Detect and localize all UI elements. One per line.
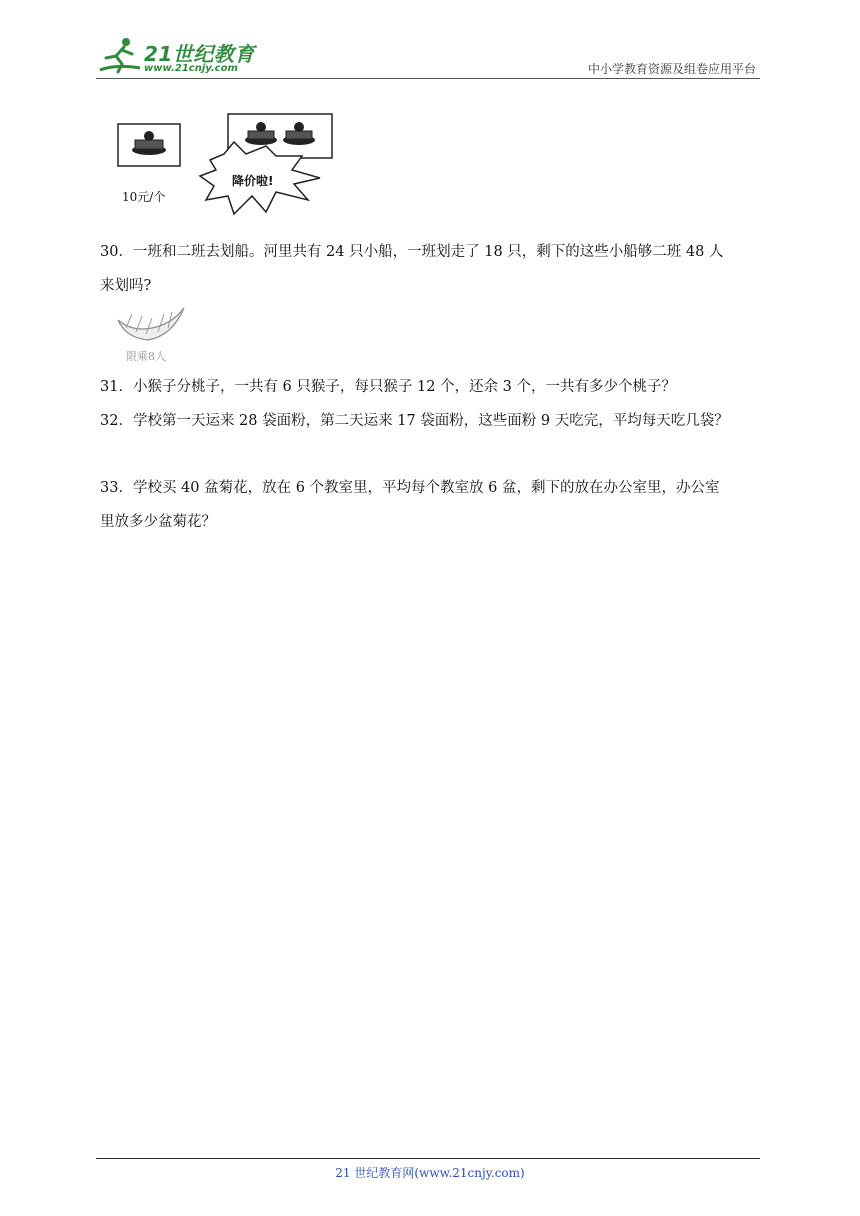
question-32 (100, 404, 760, 438)
question-32-line-1: 32．学校第一天运来 28 袋面粉，第二天运来 17 袋面粉，这些面粉 9 天吃完，平均每天吃几袋？ (100, 413, 729, 429)
sale-label: 降价啦! (232, 174, 274, 188)
footer-text: 21 世纪教育网(www.21cnjy.com) (335, 1166, 525, 1180)
boat-caption: 限乘8人 (126, 350, 166, 363)
footer-divider (96, 1158, 760, 1159)
question-31-line-1: 31．小猴子分桃子，一共有 6 只猴子，每只猴子 12 个，还余 3 个，一共有多少个桃子？ (100, 379, 677, 395)
question-30-line-1: 30．一班和二班去划船。河里共有 24 只小船，一班划走了 18 只，剩下的这些小船够二班 48 人 (100, 244, 724, 260)
platform-title: 中小学教育资源及组卷应用平台 (587, 62, 756, 76)
question-33-line-1: 33．学校买 40 盆菊花，放在 6 个教室里，平均每个教室放 6 盆，剩下的放在办公室里，办公室 (100, 480, 720, 496)
question-33-line-2: 里放多少盆菊花？ (100, 514, 216, 530)
question-33 (100, 471, 760, 539)
site-logo (96, 34, 266, 76)
question-30-line-2: 来划吗? (100, 278, 152, 294)
logo-url: www.21cnjy.com (144, 63, 238, 74)
page-header (96, 32, 760, 79)
question-31 (100, 370, 760, 404)
logo-text: 21世纪教育 (144, 42, 255, 66)
question-30 (100, 235, 760, 303)
cake-price-label: 10元/个 (122, 190, 166, 204)
runner-logo-icon (96, 34, 146, 76)
